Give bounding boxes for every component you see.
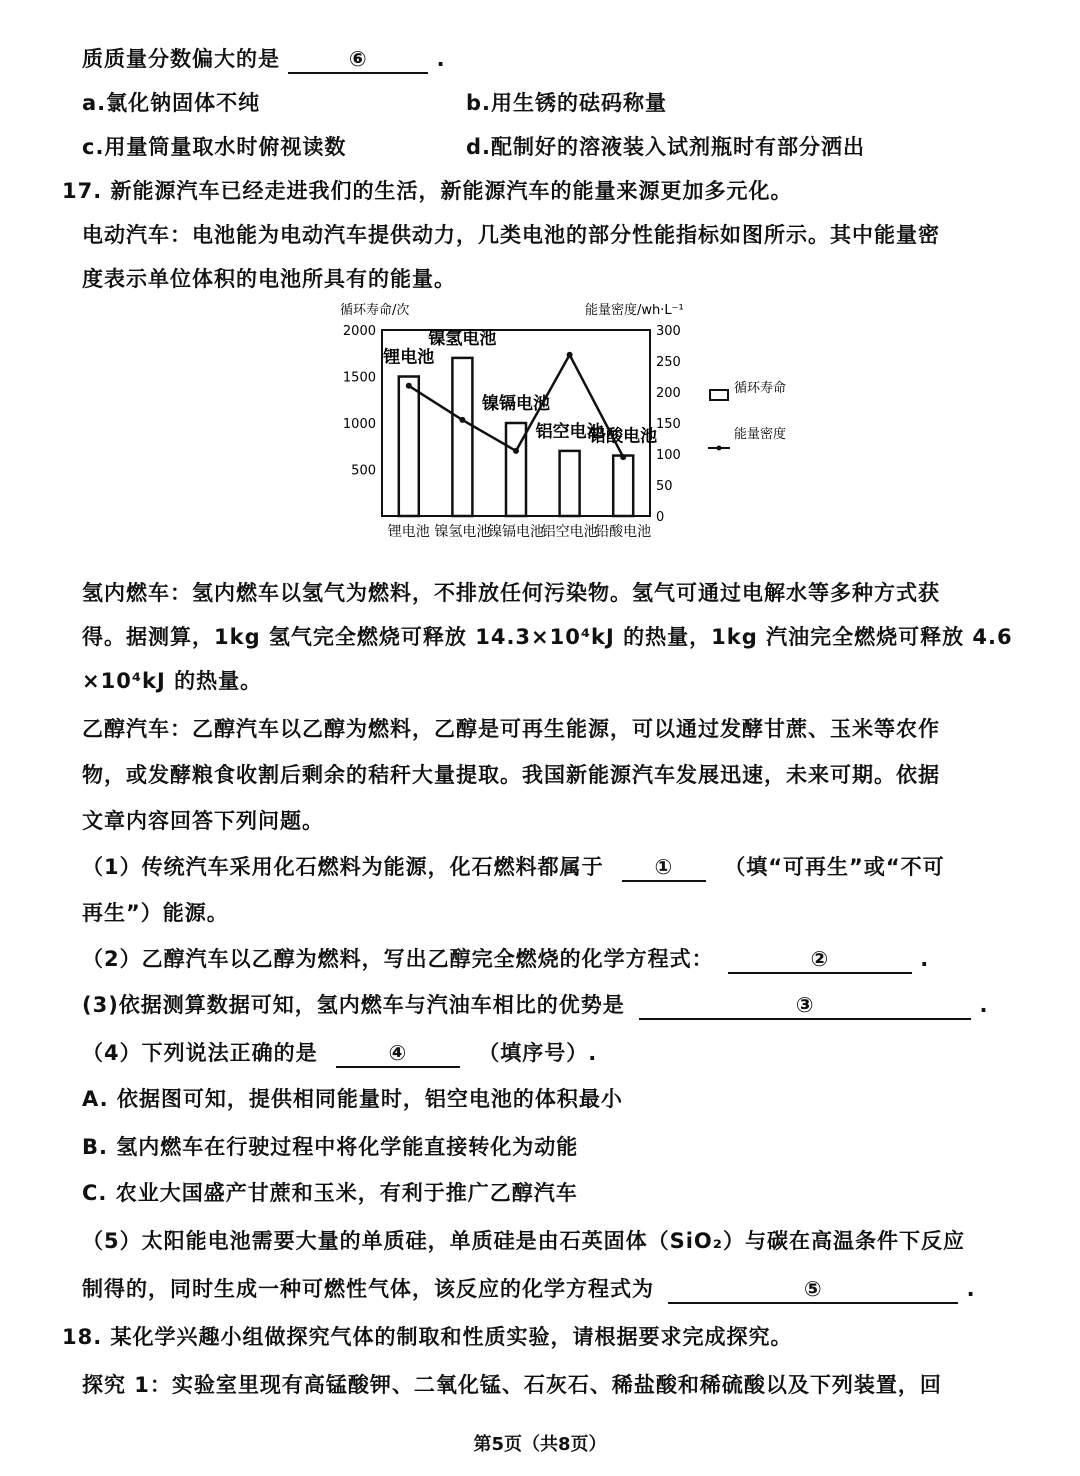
right-tick-label: 0 (656, 510, 665, 525)
q17-part2-end: . (920, 947, 930, 971)
q17-option-A: A. 依据图可知，提供相同能量时，铝空电池的体积最小 (82, 1087, 623, 1111)
q17-ev-line1: 电动汽车：电池能为电动汽车提供动力，几类电池的部分性能指标如图所示。其中能量密 (82, 223, 940, 247)
right-tick-label: 300 (656, 324, 681, 339)
q16-tail (82, 44, 446, 74)
x-cat-1: 镍氢电池 (434, 524, 491, 540)
q17-h2-line1: 氢内燃车：氢内燃车以氢气为燃料，不排放任何污染物。氢气可通过电解水等多种方式获 (82, 581, 940, 605)
left-tick-label: 1500 (342, 370, 376, 386)
q17-part2 (82, 944, 929, 974)
q17-part5-text: 制得的，同时生成一种可燃性气体，该反应的化学方程式为 (82, 1277, 654, 1301)
q17-part2-text: （2）乙醇汽车以乙醇为燃料，写出乙醇完全燃烧的化学方程式： (82, 947, 714, 971)
q17-h2-line3: ×10⁴kJ 的热量。 (82, 669, 263, 693)
right-axis-label: 能量密度/wh·L⁻¹ (585, 303, 684, 318)
blank-2: ② (728, 946, 912, 974)
bar-3 (560, 451, 580, 516)
q17-option-C: C. 农业大国盛产甘蔗和玉米，有利于推广乙醇汽车 (82, 1181, 578, 1205)
q17-ev-line2: 度表示单位体积的电池所具有的能量。 (82, 267, 456, 291)
battery-chart (330, 300, 800, 570)
left-tick-label: 500 (351, 463, 376, 479)
q17-part5-end: . (966, 1277, 976, 1301)
right-tick-label: 150 (656, 417, 681, 432)
bar-0 (399, 377, 419, 517)
blank-3: ③ (639, 992, 971, 1020)
legend-line-marker (717, 446, 722, 451)
q16-option-d: d.配制好的溶液装入试剂瓶时有部分洒出 (466, 135, 866, 159)
q17-part1-hint: （填“可再生”或“不可 (724, 855, 945, 879)
q17-part1-cont: 再生”）能源。 (82, 901, 229, 925)
left-tick-label: 2000 (342, 324, 376, 339)
q17-part4-text: （4）下列说法正确的是 (82, 1041, 318, 1065)
x-cat-3: 铝空电池 (541, 524, 598, 540)
q17-part3-end: . (979, 993, 989, 1017)
q16-option-a: a.氯化钠固体不纯 (82, 91, 261, 115)
q17-part5-line1: （5）太阳能电池需要大量的单质硅，单质硅是由石英固体（SiO₂）与碳在高温条件下反应 (82, 1229, 965, 1253)
q17-eth-line3: 文章内容回答下列问题。 (82, 809, 324, 833)
hand-label-3: 铝空电池 (535, 421, 604, 442)
q17-part3 (82, 990, 988, 1020)
q17-h2-line2: 得。据测算，1kg 氢气完全燃烧可释放 14.3×10⁴kJ 的热量，1kg 汽油完全燃烧可释放 4.6 (82, 625, 1013, 649)
legend-bar-label: 循环寿命 (734, 381, 787, 396)
blank-4: ④ (336, 1040, 460, 1068)
q17-eth-line1: 乙醇汽车：乙醇汽车以乙醇为燃料，乙醇是可再生能源，可以通过发酵甘蔗、玉米等农作 (82, 717, 940, 741)
page-footer: 第5页（共8页） (473, 1434, 607, 1455)
blank-6: ⑥ (288, 46, 428, 74)
q17-part5-line2 (82, 1274, 976, 1304)
x-category-labels (388, 523, 651, 540)
x-cat-0: 锂电池 (387, 524, 430, 540)
hand-label-1: 镍氢电池 (428, 328, 497, 349)
q16-tail-text: 质质量分数偏大的是 (82, 47, 280, 71)
q17-eth-line2: 物，或发酵粮食收割后剩余的秸秆大量提取。我国新能源汽车发展迅速，未来可期。依据 (82, 763, 940, 787)
right-tick-label: 250 (656, 355, 681, 370)
energy-point-4 (620, 454, 626, 460)
q16-end: . (436, 47, 446, 71)
bar-4 (613, 456, 633, 516)
bar-1 (452, 358, 472, 516)
energy-point-0 (406, 383, 412, 389)
right-tick-label: 100 (656, 448, 681, 463)
q16-option-c: c.用量筒量取水时俯视读数 (82, 135, 347, 159)
x-cat-2: 镍镉电池 (488, 524, 544, 540)
q17-part1-text: （1）传统汽车采用化石燃料为能源，化石燃料都属于 (82, 855, 604, 879)
q17-title: 17. 新能源汽车已经走进我们的生活，新能源汽车的能量来源更加多元化。 (62, 179, 793, 203)
q17-part1 (82, 852, 945, 882)
legend-line-label: 能量密度 (734, 427, 787, 442)
energy-point-1 (459, 417, 465, 423)
right-tick-label: 50 (656, 479, 673, 494)
hand-label-4: 铅酸电池 (589, 426, 658, 447)
q17-option-B: B. 氢内燃车在行驶过程中将化学能直接转化为动能 (82, 1135, 579, 1159)
q17-part4 (82, 1038, 597, 1068)
hand-label-0: 锂电池 (383, 347, 435, 368)
blank-1: ① (622, 854, 706, 882)
q17-part4-hint: （填序号）. (478, 1041, 598, 1065)
right-axis-ticks (656, 324, 681, 525)
legend-bar-swatch (710, 390, 728, 400)
energy-point-3 (567, 352, 573, 358)
hand-label-2: 镍镉电池 (482, 394, 550, 414)
left-axis-label: 循环寿命/次 (340, 303, 410, 318)
left-tick-label: 1000 (342, 417, 376, 432)
q16-option-b: b.用生锈的砝码称量 (466, 91, 668, 115)
x-cat-4: 铅酸电池 (595, 524, 652, 540)
q18-title: 18. 某化学兴趣小组做探究气体的制取和性质实验，请根据要求完成探究。 (62, 1325, 793, 1349)
q18-line1: 探究 1：实验室里现有高锰酸钾、二氧化锰、石灰石、稀盐酸和稀硫酸以及下列装置，回 (82, 1373, 942, 1397)
right-tick-label: 200 (656, 386, 681, 401)
blank-5: ⑤ (668, 1276, 958, 1304)
left-axis-ticks (343, 324, 376, 479)
energy-point-2 (513, 448, 519, 454)
q17-part3-text: (3)依据测算数据可知，氢内燃车与汽油车相比的优势是 (82, 993, 625, 1017)
